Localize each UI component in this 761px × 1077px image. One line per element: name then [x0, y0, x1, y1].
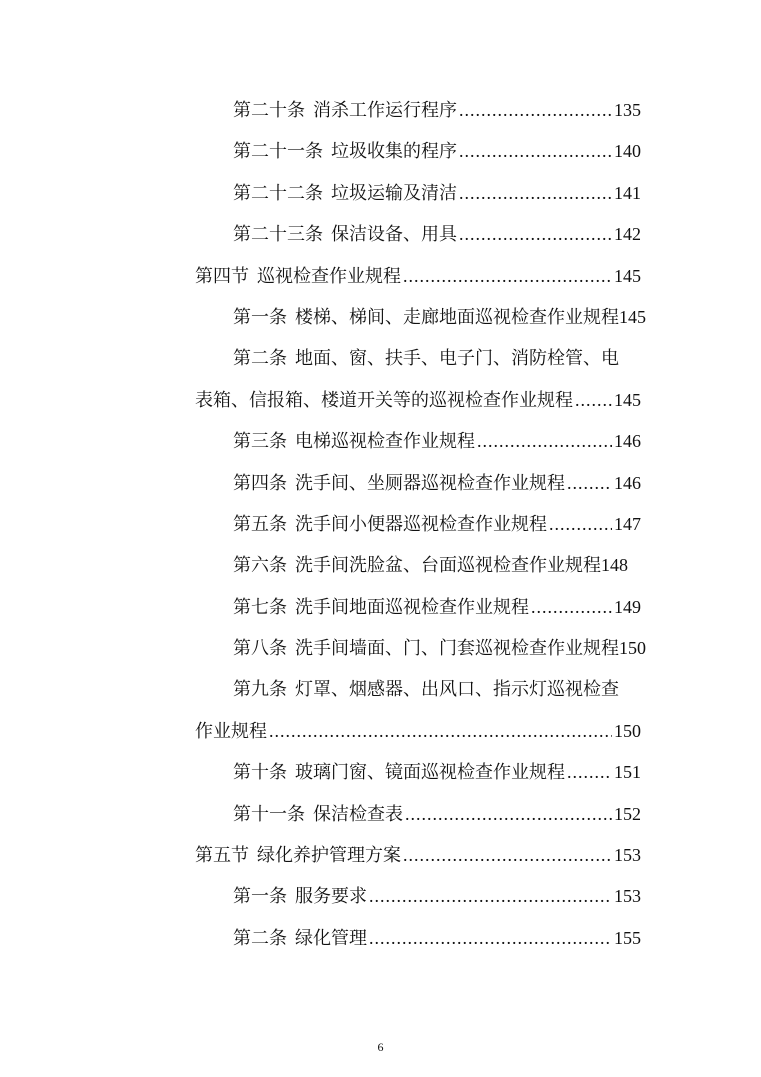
dot-leader — [531, 593, 612, 621]
dot-leader — [369, 924, 612, 952]
toc-entry[interactable] — [195, 717, 641, 758]
toc-entry-number: 第九条 — [233, 679, 287, 700]
toc-entry-page: 148 — [601, 555, 628, 576]
toc-entry-title: 巡视检查作业规程 — [257, 265, 401, 286]
toc-entry-title: 灯罩、烟感器、出风口、指示灯巡视检查 — [295, 679, 619, 700]
toc-entry-title: 洗手间、坐厕器巡视检查作业规程 — [295, 472, 565, 493]
toc-entry-title: 绿化管理 — [295, 927, 367, 948]
dot-leader — [459, 179, 612, 207]
toc-entry-title: 垃圾收集的程序 — [331, 141, 457, 162]
toc-entry-number: 第二条 — [233, 927, 287, 948]
toc-entry[interactable] — [195, 841, 641, 882]
toc-entry-number: 第七条 — [233, 596, 287, 617]
toc-entry-page: 145 — [614, 389, 641, 410]
toc-entry-number: 第二条 — [233, 348, 287, 369]
toc-entry[interactable] — [195, 675, 641, 716]
toc-entry-number: 第二十二条 — [233, 182, 323, 203]
toc-entry[interactable] — [195, 262, 641, 303]
page-number: 6 — [377, 1040, 384, 1054]
toc-entry[interactable] — [195, 634, 646, 675]
toc-entry[interactable] — [195, 179, 641, 220]
toc-entry-title: 楼梯、梯间、走廊地面巡视检查作业规程 — [295, 306, 619, 327]
toc-entry-number: 第六条 — [233, 555, 287, 576]
toc-entry[interactable] — [195, 303, 646, 344]
toc-entry-page: 150 — [619, 638, 646, 659]
toc-entry-title: 保洁设备、用具 — [331, 224, 457, 245]
toc-entry-page: 146 — [614, 431, 641, 452]
dot-leader — [477, 427, 612, 455]
toc-entry-number: 第二十条 — [233, 100, 305, 120]
toc-entry-page: 153 — [614, 845, 641, 866]
toc-entry[interactable] — [195, 551, 641, 592]
toc-entry[interactable] — [195, 386, 641, 427]
toc-entry[interactable] — [195, 758, 641, 799]
toc-entry-title: 玻璃门窗、镜面巡视检查作业规程 — [295, 762, 565, 783]
toc-entry-number: 第三条 — [233, 431, 287, 452]
toc-entry[interactable] — [195, 344, 641, 385]
toc-entry-page: 142 — [614, 224, 641, 245]
toc-entry-title: 洗手间小便器巡视检查作业规程 — [295, 513, 547, 534]
dot-leader — [405, 800, 612, 828]
dot-leader — [567, 758, 612, 786]
toc-entry-number: 第一条 — [233, 886, 287, 907]
dot-leader — [567, 469, 612, 497]
toc-entry-page: 146 — [614, 472, 641, 493]
toc-entry-page: 140 — [614, 141, 641, 162]
toc-entry-number: 第四节 — [195, 265, 249, 286]
dot-leader — [459, 137, 612, 165]
toc-entry-number: 第十条 — [233, 762, 287, 783]
toc-entry-number: 第八条 — [233, 638, 287, 659]
toc-entry-title: 消杀工作运行程序 — [313, 100, 457, 120]
toc-entry-number: 第十一条 — [233, 803, 305, 824]
toc-entry-number: 第二十三条 — [233, 224, 323, 245]
dot-leader — [575, 386, 612, 414]
toc-entry-page: 151 — [614, 762, 641, 783]
toc-entry[interactable] — [195, 220, 641, 261]
toc-entry-page: 145 — [614, 265, 641, 286]
dot-leader — [459, 220, 612, 248]
toc-entry-title: 绿化养护管理方案 — [257, 845, 401, 866]
toc-entry-number: 第一条 — [233, 306, 287, 327]
dot-leader — [549, 510, 612, 538]
toc-entry-page: 145 — [619, 306, 646, 327]
toc-entry[interactable] — [195, 593, 641, 634]
toc-entry-title: 服务要求 — [295, 886, 367, 907]
toc-entry-page: 149 — [614, 596, 641, 617]
toc-entry-number: 第四条 — [233, 472, 287, 493]
toc-entry-title: 表箱、信报箱、楼道开关等的巡视检查作业规程 — [195, 389, 573, 410]
dot-leader — [459, 96, 612, 124]
toc-entry-title: 洗手间洗脸盆、台面巡视检查作业规程 — [295, 555, 601, 576]
toc-entry-page: 135 — [614, 100, 641, 120]
toc-entry[interactable] — [195, 882, 641, 923]
toc-entry-title: 洗手间地面巡视检查作业规程 — [295, 596, 529, 617]
dot-leader — [269, 717, 612, 745]
toc-entry-title: 电梯巡视检查作业规程 — [295, 431, 475, 452]
toc-entry-page: 153 — [614, 886, 641, 907]
toc-entry[interactable] — [195, 924, 641, 965]
toc-entry-number: 第五节 — [195, 845, 249, 866]
toc-entry-title: 保洁检查表 — [313, 803, 403, 824]
dot-leader — [403, 262, 612, 290]
toc-entry-number: 第五条 — [233, 513, 287, 534]
toc-entry-title: 垃圾运输及清洁 — [331, 182, 457, 203]
toc-entry-page: 152 — [614, 803, 641, 824]
table-of-contents — [195, 96, 646, 965]
dot-leader — [403, 841, 612, 869]
toc-entry-page: 150 — [614, 720, 641, 741]
toc-entry-title: 洗手间墙面、门、门套巡视检查作业规程 — [295, 638, 619, 659]
toc-entry-page: 147 — [614, 513, 641, 534]
toc-entry-title: 作业规程 — [195, 720, 267, 741]
toc-entry-page: 155 — [614, 927, 641, 948]
toc-entry-title: 地面、窗、扶手、电子门、消防栓管、电 — [295, 348, 619, 369]
toc-entry[interactable] — [195, 427, 641, 468]
toc-entry[interactable] — [195, 469, 641, 510]
toc-entry[interactable] — [195, 800, 641, 841]
toc-entry[interactable] — [195, 96, 641, 137]
toc-entry[interactable] — [195, 137, 641, 178]
toc-entry[interactable] — [195, 510, 641, 551]
toc-entry-number: 第二十一条 — [233, 141, 323, 162]
toc-entry-page: 141 — [614, 182, 641, 203]
dot-leader — [369, 882, 612, 910]
